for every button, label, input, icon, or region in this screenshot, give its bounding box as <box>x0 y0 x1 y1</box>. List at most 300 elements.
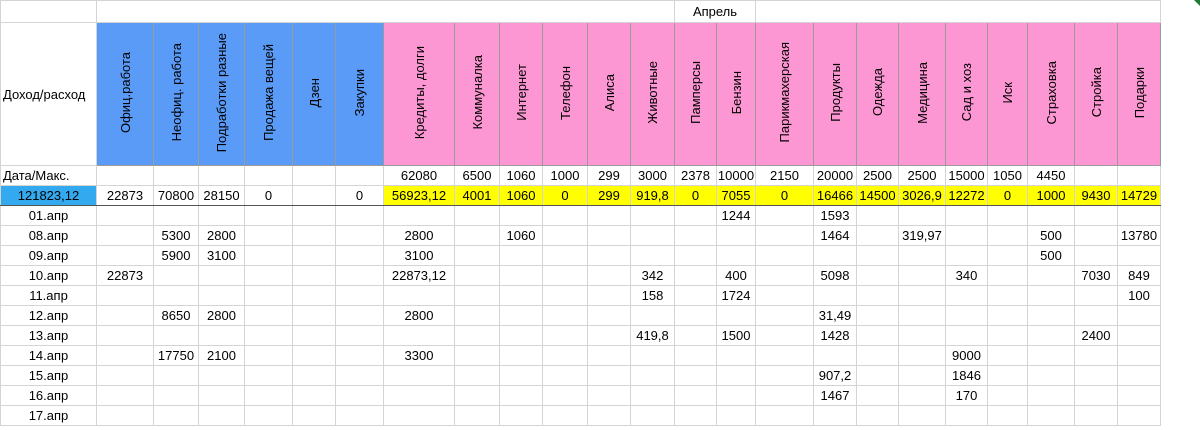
data-cell[interactable] <box>154 386 199 406</box>
data-cell[interactable] <box>1075 346 1118 366</box>
total-value-cell[interactable]: 9430 <box>1075 186 1118 206</box>
data-cell[interactable] <box>675 406 717 426</box>
date-cell[interactable]: 13.апр <box>1 326 97 346</box>
data-cell[interactable] <box>245 306 293 326</box>
data-cell[interactable]: 5300 <box>154 226 199 246</box>
total-value-cell[interactable]: 70800 <box>154 186 199 206</box>
data-cell[interactable]: 1846 <box>946 366 988 386</box>
expense-column-header[interactable] <box>946 23 988 166</box>
data-cell[interactable] <box>154 366 199 386</box>
data-cell[interactable] <box>988 326 1028 346</box>
max-value-cell[interactable] <box>154 166 199 186</box>
data-cell[interactable] <box>717 346 756 366</box>
data-cell[interactable] <box>543 226 588 246</box>
data-cell[interactable] <box>543 386 588 406</box>
data-cell[interactable] <box>245 326 293 346</box>
data-cell[interactable] <box>588 306 631 326</box>
data-cell[interactable] <box>384 406 455 426</box>
data-cell[interactable] <box>756 206 814 226</box>
max-value-cell[interactable]: 6500 <box>455 166 500 186</box>
data-cell[interactable] <box>857 246 899 266</box>
max-value-cell[interactable]: 299 <box>588 166 631 186</box>
data-cell[interactable] <box>1118 246 1161 266</box>
data-cell[interactable] <box>1075 206 1118 226</box>
data-cell[interactable] <box>154 406 199 426</box>
data-cell[interactable] <box>455 206 500 226</box>
total-value-cell[interactable]: 0 <box>543 186 588 206</box>
data-cell[interactable] <box>245 386 293 406</box>
data-cell[interactable] <box>857 346 899 366</box>
data-cell[interactable] <box>717 226 756 246</box>
data-cell[interactable] <box>857 326 899 346</box>
data-cell[interactable] <box>899 326 946 346</box>
data-cell[interactable] <box>988 406 1028 426</box>
max-value-cell[interactable]: 10000 <box>717 166 756 186</box>
data-cell[interactable] <box>675 346 717 366</box>
data-cell[interactable] <box>756 266 814 286</box>
data-cell[interactable] <box>543 206 588 226</box>
data-cell[interactable] <box>756 346 814 366</box>
data-cell[interactable] <box>588 326 631 346</box>
data-cell[interactable] <box>97 386 154 406</box>
income-column-header[interactable] <box>154 23 199 166</box>
data-cell[interactable] <box>899 206 946 226</box>
max-value-cell[interactable]: 20000 <box>814 166 857 186</box>
data-cell[interactable] <box>455 386 500 406</box>
total-value-cell[interactable]: 1060 <box>500 186 543 206</box>
data-cell[interactable] <box>500 246 543 266</box>
data-cell[interactable] <box>814 406 857 426</box>
data-cell[interactable] <box>1118 206 1161 226</box>
date-cell[interactable]: 11.апр <box>1 286 97 306</box>
data-cell[interactable]: 342 <box>631 266 675 286</box>
data-cell[interactable] <box>500 206 543 226</box>
total-value-cell[interactable]: 14500 <box>857 186 899 206</box>
data-cell[interactable] <box>988 366 1028 386</box>
data-cell[interactable] <box>1028 406 1075 426</box>
data-cell[interactable] <box>631 366 675 386</box>
data-cell[interactable] <box>500 346 543 366</box>
data-cell[interactable] <box>946 206 988 226</box>
data-cell[interactable] <box>588 266 631 286</box>
data-cell[interactable] <box>1075 246 1118 266</box>
data-cell[interactable] <box>500 266 543 286</box>
data-cell[interactable] <box>384 206 455 226</box>
data-cell[interactable] <box>857 306 899 326</box>
data-cell[interactable] <box>814 346 857 366</box>
data-cell[interactable] <box>631 206 675 226</box>
data-cell[interactable] <box>899 406 946 426</box>
data-cell[interactable] <box>631 226 675 246</box>
total-value-cell[interactable]: 0 <box>675 186 717 206</box>
expense-column-header[interactable] <box>384 23 455 166</box>
data-cell[interactable] <box>588 406 631 426</box>
data-cell[interactable] <box>97 346 154 366</box>
expense-column-header[interactable] <box>814 23 857 166</box>
data-cell[interactable] <box>1028 326 1075 346</box>
selected-total-cell[interactable]: 121823,12 <box>1 186 97 206</box>
max-value-cell[interactable]: 2150 <box>756 166 814 186</box>
expense-column-header[interactable] <box>1028 23 1075 166</box>
data-cell[interactable] <box>717 366 756 386</box>
data-cell[interactable] <box>455 286 500 306</box>
data-cell[interactable] <box>500 386 543 406</box>
data-cell[interactable]: 170 <box>946 386 988 406</box>
data-cell[interactable] <box>988 286 1028 306</box>
data-cell[interactable]: 31,49 <box>814 306 857 326</box>
data-cell[interactable]: 1428 <box>814 326 857 346</box>
expense-column-header[interactable] <box>988 23 1028 166</box>
data-cell[interactable] <box>384 326 455 346</box>
data-cell[interactable] <box>336 326 384 346</box>
max-value-cell[interactable] <box>336 166 384 186</box>
data-cell[interactable] <box>857 206 899 226</box>
data-cell[interactable] <box>717 246 756 266</box>
max-value-cell[interactable]: 2378 <box>675 166 717 186</box>
data-cell[interactable] <box>336 206 384 226</box>
data-cell[interactable] <box>588 366 631 386</box>
total-value-cell[interactable]: 14729 <box>1118 186 1161 206</box>
data-cell[interactable] <box>293 266 336 286</box>
data-cell[interactable] <box>97 206 154 226</box>
row-header-label[interactable]: Доход/расход <box>1 23 97 166</box>
data-cell[interactable] <box>899 386 946 406</box>
max-value-cell[interactable] <box>293 166 336 186</box>
data-cell[interactable] <box>154 266 199 286</box>
data-cell[interactable] <box>675 386 717 406</box>
max-value-cell[interactable]: 2500 <box>899 166 946 186</box>
total-value-cell[interactable]: 299 <box>588 186 631 206</box>
data-cell[interactable] <box>946 246 988 266</box>
data-cell[interactable] <box>857 266 899 286</box>
data-cell[interactable] <box>543 246 588 266</box>
data-cell[interactable] <box>988 266 1028 286</box>
total-value-cell[interactable]: 4001 <box>455 186 500 206</box>
expense-column-header[interactable] <box>500 23 543 166</box>
max-value-cell[interactable]: 15000 <box>946 166 988 186</box>
cell-empty[interactable] <box>1 1 97 23</box>
data-cell[interactable] <box>293 306 336 326</box>
data-cell[interactable]: 419,8 <box>631 326 675 346</box>
data-cell[interactable] <box>336 266 384 286</box>
data-cell[interactable] <box>899 366 946 386</box>
data-cell[interactable] <box>717 306 756 326</box>
data-cell[interactable] <box>455 246 500 266</box>
max-value-cell[interactable]: 4450 <box>1028 166 1075 186</box>
data-cell[interactable]: 1464 <box>814 226 857 246</box>
data-cell[interactable] <box>245 406 293 426</box>
data-cell[interactable]: 2100 <box>199 346 245 366</box>
data-cell[interactable] <box>857 226 899 246</box>
data-cell[interactable] <box>857 406 899 426</box>
data-cell[interactable] <box>1075 226 1118 246</box>
data-cell[interactable] <box>245 286 293 306</box>
data-cell[interactable] <box>293 246 336 266</box>
date-cell[interactable]: 15.апр <box>1 366 97 386</box>
data-cell[interactable]: 2800 <box>384 226 455 246</box>
data-cell[interactable] <box>946 406 988 426</box>
data-cell[interactable] <box>631 246 675 266</box>
data-cell[interactable] <box>154 286 199 306</box>
data-cell[interactable] <box>245 366 293 386</box>
data-cell[interactable] <box>154 206 199 226</box>
total-value-cell[interactable]: 0 <box>245 186 293 206</box>
total-value-cell[interactable]: 0 <box>988 186 1028 206</box>
data-cell[interactable] <box>293 286 336 306</box>
data-cell[interactable] <box>97 366 154 386</box>
max-value-cell[interactable]: 1060 <box>500 166 543 186</box>
max-value-cell[interactable] <box>199 166 245 186</box>
total-value-cell[interactable]: 3026,9 <box>899 186 946 206</box>
data-cell[interactable] <box>97 406 154 426</box>
data-cell[interactable] <box>97 246 154 266</box>
data-cell[interactable] <box>97 326 154 346</box>
date-cell[interactable]: 17.апр <box>1 406 97 426</box>
data-cell[interactable]: 2400 <box>1075 326 1118 346</box>
data-cell[interactable] <box>500 306 543 326</box>
total-value-cell[interactable]: 919,8 <box>631 186 675 206</box>
data-cell[interactable] <box>1118 366 1161 386</box>
data-cell[interactable]: 1467 <box>814 386 857 406</box>
data-cell[interactable] <box>756 246 814 266</box>
data-cell[interactable] <box>199 386 245 406</box>
data-cell[interactable] <box>543 326 588 346</box>
data-cell[interactable]: 3100 <box>199 246 245 266</box>
expense-column-header[interactable] <box>756 23 814 166</box>
data-cell[interactable]: 319,97 <box>899 226 946 246</box>
data-cell[interactable] <box>455 346 500 366</box>
data-cell[interactable] <box>988 226 1028 246</box>
data-cell[interactable] <box>500 286 543 306</box>
data-cell[interactable] <box>336 406 384 426</box>
data-cell[interactable] <box>97 226 154 246</box>
data-cell[interactable] <box>293 346 336 366</box>
max-value-cell[interactable]: 62080 <box>384 166 455 186</box>
data-cell[interactable] <box>1075 386 1118 406</box>
data-cell[interactable] <box>543 366 588 386</box>
data-cell[interactable] <box>455 366 500 386</box>
data-cell[interactable]: 158 <box>631 286 675 306</box>
data-cell[interactable] <box>336 366 384 386</box>
data-cell[interactable] <box>199 266 245 286</box>
data-cell[interactable] <box>675 246 717 266</box>
date-cell[interactable]: 10.апр <box>1 266 97 286</box>
data-cell[interactable]: 17750 <box>154 346 199 366</box>
total-value-cell[interactable]: 12272 <box>946 186 988 206</box>
data-cell[interactable] <box>631 406 675 426</box>
data-cell[interactable]: 9000 <box>946 346 988 366</box>
max-value-cell[interactable] <box>1118 166 1161 186</box>
total-value-cell[interactable]: 28150 <box>199 186 245 206</box>
data-cell[interactable] <box>946 306 988 326</box>
data-cell[interactable] <box>631 306 675 326</box>
data-cell[interactable] <box>293 226 336 246</box>
data-cell[interactable]: 13780 <box>1118 226 1161 246</box>
data-cell[interactable]: 340 <box>946 266 988 286</box>
data-cell[interactable] <box>455 306 500 326</box>
data-cell[interactable]: 500 <box>1028 226 1075 246</box>
data-cell[interactable] <box>293 406 336 426</box>
data-cell[interactable]: 3100 <box>384 246 455 266</box>
data-cell[interactable] <box>1028 266 1075 286</box>
income-column-header[interactable] <box>199 23 245 166</box>
data-cell[interactable] <box>899 286 946 306</box>
expense-column-header[interactable] <box>455 23 500 166</box>
data-cell[interactable]: 2800 <box>384 306 455 326</box>
max-row-label[interactable]: Дата/Макс. <box>1 166 97 186</box>
date-cell[interactable]: 16.апр <box>1 386 97 406</box>
data-cell[interactable] <box>675 226 717 246</box>
expense-column-header[interactable] <box>675 23 717 166</box>
max-value-cell[interactable]: 1000 <box>543 166 588 186</box>
data-cell[interactable] <box>988 346 1028 366</box>
date-cell[interactable]: 14.апр <box>1 346 97 366</box>
data-cell[interactable] <box>543 266 588 286</box>
max-value-cell[interactable]: 3000 <box>631 166 675 186</box>
data-cell[interactable] <box>1075 286 1118 306</box>
total-value-cell[interactable]: 22873 <box>97 186 154 206</box>
data-cell[interactable] <box>675 206 717 226</box>
data-cell[interactable] <box>245 226 293 246</box>
data-cell[interactable] <box>1118 406 1161 426</box>
data-cell[interactable] <box>336 386 384 406</box>
data-cell[interactable] <box>199 326 245 346</box>
data-cell[interactable] <box>588 226 631 246</box>
data-cell[interactable] <box>1118 386 1161 406</box>
total-value-cell[interactable]: 1000 <box>1028 186 1075 206</box>
data-cell[interactable]: 5098 <box>814 266 857 286</box>
data-cell[interactable] <box>543 346 588 366</box>
data-cell[interactable] <box>756 386 814 406</box>
data-cell[interactable] <box>1028 346 1075 366</box>
data-cell[interactable] <box>245 206 293 226</box>
data-cell[interactable] <box>756 306 814 326</box>
cell-empty[interactable] <box>756 1 1161 23</box>
total-value-cell[interactable]: 7055 <box>717 186 756 206</box>
income-column-header[interactable] <box>97 23 154 166</box>
max-value-cell[interactable] <box>245 166 293 186</box>
total-value-cell[interactable] <box>293 186 336 206</box>
data-cell[interactable] <box>336 226 384 246</box>
total-value-cell[interactable]: 16466 <box>814 186 857 206</box>
data-cell[interactable]: 100 <box>1118 286 1161 306</box>
data-cell[interactable] <box>293 206 336 226</box>
data-cell[interactable] <box>675 266 717 286</box>
data-cell[interactable] <box>756 226 814 246</box>
total-value-cell[interactable]: 0 <box>336 186 384 206</box>
data-cell[interactable] <box>675 306 717 326</box>
data-cell[interactable] <box>336 306 384 326</box>
data-cell[interactable]: 8650 <box>154 306 199 326</box>
data-cell[interactable] <box>245 246 293 266</box>
data-cell[interactable] <box>857 366 899 386</box>
data-cell[interactable] <box>1028 386 1075 406</box>
data-cell[interactable] <box>97 286 154 306</box>
month-title[interactable]: Апрель <box>675 1 756 23</box>
data-cell[interactable] <box>455 406 500 426</box>
data-cell[interactable] <box>675 366 717 386</box>
data-cell[interactable] <box>588 286 631 306</box>
date-cell[interactable]: 01.апр <box>1 206 97 226</box>
expense-column-header[interactable] <box>857 23 899 166</box>
data-cell[interactable] <box>199 406 245 426</box>
max-value-cell[interactable]: 2500 <box>857 166 899 186</box>
data-cell[interactable] <box>814 286 857 306</box>
income-column-header[interactable] <box>245 23 293 166</box>
data-cell[interactable] <box>1075 406 1118 426</box>
data-cell[interactable] <box>675 326 717 346</box>
data-cell[interactable] <box>988 246 1028 266</box>
data-cell[interactable]: 22873,12 <box>384 266 455 286</box>
data-cell[interactable] <box>245 266 293 286</box>
data-cell[interactable] <box>1118 306 1161 326</box>
date-cell[interactable]: 09.апр <box>1 246 97 266</box>
max-value-cell[interactable]: 1050 <box>988 166 1028 186</box>
data-cell[interactable] <box>384 286 455 306</box>
data-cell[interactable] <box>588 346 631 366</box>
income-column-header[interactable] <box>293 23 336 166</box>
data-cell[interactable] <box>631 386 675 406</box>
data-cell[interactable] <box>631 346 675 366</box>
data-cell[interactable] <box>199 286 245 306</box>
max-value-cell[interactable] <box>97 166 154 186</box>
data-cell[interactable] <box>1028 286 1075 306</box>
data-cell[interactable] <box>899 306 946 326</box>
data-cell[interactable] <box>946 226 988 246</box>
data-cell[interactable] <box>988 306 1028 326</box>
expense-column-header[interactable] <box>543 23 588 166</box>
data-cell[interactable] <box>500 366 543 386</box>
data-cell[interactable] <box>899 266 946 286</box>
expense-column-header[interactable] <box>899 23 946 166</box>
data-cell[interactable]: 500 <box>1028 246 1075 266</box>
expense-column-header[interactable] <box>1118 23 1161 166</box>
data-cell[interactable] <box>543 406 588 426</box>
data-cell[interactable] <box>500 326 543 346</box>
data-cell[interactable] <box>588 246 631 266</box>
data-cell[interactable]: 1060 <box>500 226 543 246</box>
income-column-header[interactable] <box>336 23 384 166</box>
data-cell[interactable] <box>293 326 336 346</box>
data-cell[interactable] <box>814 246 857 266</box>
data-cell[interactable] <box>857 286 899 306</box>
data-cell[interactable] <box>588 206 631 226</box>
data-cell[interactable]: 1500 <box>717 326 756 346</box>
cell-empty[interactable] <box>97 1 675 23</box>
data-cell[interactable] <box>384 366 455 386</box>
data-cell[interactable] <box>1028 206 1075 226</box>
data-cell[interactable] <box>588 386 631 406</box>
data-cell[interactable]: 400 <box>717 266 756 286</box>
data-cell[interactable] <box>988 206 1028 226</box>
data-cell[interactable] <box>1118 346 1161 366</box>
data-cell[interactable]: 849 <box>1118 266 1161 286</box>
data-cell[interactable]: 1724 <box>717 286 756 306</box>
data-cell[interactable] <box>455 226 500 246</box>
data-cell[interactable]: 1244 <box>717 206 756 226</box>
data-cell[interactable] <box>756 326 814 346</box>
expense-column-header[interactable] <box>588 23 631 166</box>
data-cell[interactable] <box>675 286 717 306</box>
data-cell[interactable]: 907,2 <box>814 366 857 386</box>
data-cell[interactable] <box>384 386 455 406</box>
data-cell[interactable] <box>1028 306 1075 326</box>
data-cell[interactable] <box>336 246 384 266</box>
data-cell[interactable] <box>717 406 756 426</box>
data-cell[interactable] <box>455 326 500 346</box>
data-cell[interactable] <box>1075 366 1118 386</box>
data-cell[interactable] <box>199 366 245 386</box>
